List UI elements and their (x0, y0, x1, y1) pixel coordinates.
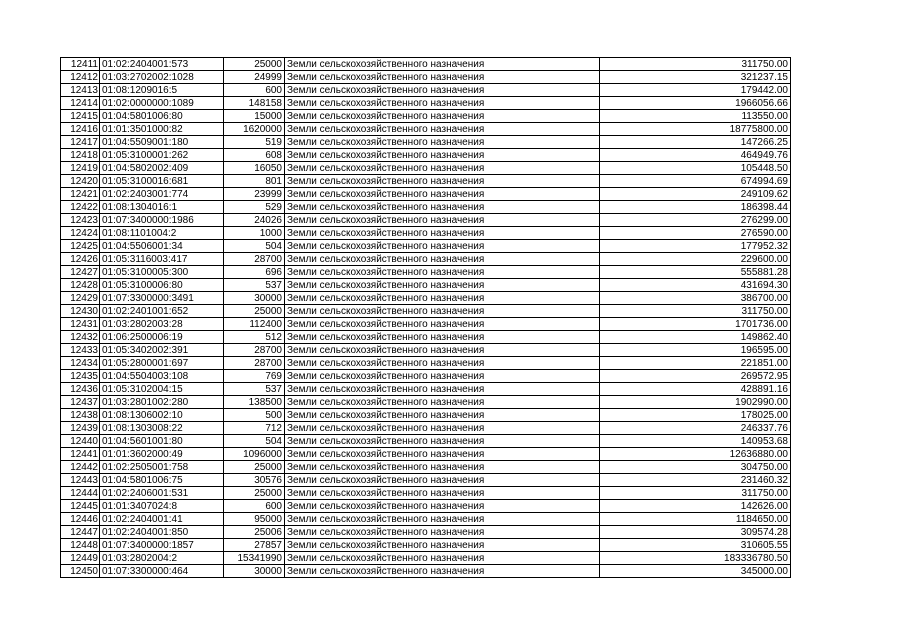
row-number-cell: 12443 (61, 474, 100, 487)
cadastral-number-cell: 01:02:2401001:652 (100, 305, 224, 318)
cadastral-number-cell: 01:07:3300000:464 (100, 565, 224, 578)
row-number-cell: 12428 (61, 279, 100, 292)
area-cell: 25006 (224, 526, 285, 539)
table-row (61, 344, 791, 357)
cadastral-number-cell: 01:04:5601001:80 (100, 435, 224, 448)
land-category-cell: Земли сельскохозяйственного назначения (285, 487, 600, 500)
cadastral-value-cell: 310605.55 (600, 539, 791, 552)
area-cell: 801 (224, 175, 285, 188)
cadastral-number-cell: 01:07:3300000:3491 (100, 292, 224, 305)
cadastral-number-cell: 01:03:2702002:1028 (100, 71, 224, 84)
row-number-cell: 12435 (61, 370, 100, 383)
cadastral-number-cell: 01:07:3400000:1986 (100, 214, 224, 227)
area-cell: 529 (224, 201, 285, 214)
cadastral-number-cell: 01:02:2403001:774 (100, 188, 224, 201)
land-category-cell: Земли сельскохозяйственного назначения (285, 227, 600, 240)
cadastral-number-cell: 01:02:2404001:41 (100, 513, 224, 526)
land-category-cell: Земли сельскохозяйственного назначения (285, 136, 600, 149)
land-category-cell: Земли сельскохозяйственного назначения (285, 474, 600, 487)
table-row (61, 214, 791, 227)
cadastral-number-cell: 01:04:5802002:409 (100, 162, 224, 175)
row-number-cell: 12448 (61, 539, 100, 552)
row-number-cell: 12429 (61, 292, 100, 305)
area-cell: 112400 (224, 318, 285, 331)
table-row (61, 305, 791, 318)
row-number-cell: 12444 (61, 487, 100, 500)
table-row (61, 331, 791, 344)
table-row (61, 526, 791, 539)
land-category-cell: Земли сельскохозяйственного назначения (285, 201, 600, 214)
cadastral-value-cell: 311750.00 (600, 305, 791, 318)
cadastral-number-cell: 01:08:1303008:22 (100, 422, 224, 435)
area-cell: 1096000 (224, 448, 285, 461)
land-category-cell: Земли сельскохозяйственного назначения (285, 344, 600, 357)
table-row (61, 396, 791, 409)
area-cell: 600 (224, 500, 285, 513)
area-cell: 138500 (224, 396, 285, 409)
cadastral-number-cell: 01:03:2801002:280 (100, 396, 224, 409)
land-category-cell: Земли сельскохозяйственного назначения (285, 97, 600, 110)
land-category-cell: Земли сельскохозяйственного назначения (285, 513, 600, 526)
land-category-cell: Земли сельскохозяйственного назначения (285, 110, 600, 123)
cadastral-value-cell: 177952.32 (600, 240, 791, 253)
table-row (61, 318, 791, 331)
cadastral-number-cell: 01:03:2802004:2 (100, 552, 224, 565)
cadastral-number-cell: 01:08:1304016:1 (100, 201, 224, 214)
cadastral-number-cell: 01:05:2800001:697 (100, 357, 224, 370)
land-category-cell: Земли сельскохозяйственного назначения (285, 396, 600, 409)
table-row (61, 58, 791, 71)
land-category-cell: Земли сельскохозяйственного назначения (285, 331, 600, 344)
row-number-cell: 12418 (61, 149, 100, 162)
area-cell: 1620000 (224, 123, 285, 136)
land-category-cell: Земли сельскохозяйственного назначения (285, 214, 600, 227)
cadastral-number-cell: 01:05:3100016:681 (100, 175, 224, 188)
area-cell: 504 (224, 240, 285, 253)
cadastral-value-cell: 178025.00 (600, 409, 791, 422)
cadastral-number-cell: 01:04:5506001:34 (100, 240, 224, 253)
table-row (61, 253, 791, 266)
cadastral-value-cell: 321237.15 (600, 71, 791, 84)
land-category-cell: Земли сельскохозяйственного назначения (285, 149, 600, 162)
cadastral-value-cell: 18775800.00 (600, 123, 791, 136)
land-category-cell: Земли сельскохозяйственного назначения (285, 409, 600, 422)
table-row (61, 71, 791, 84)
area-cell: 25000 (224, 487, 285, 500)
land-category-cell: Земли сельскохозяйственного назначения (285, 461, 600, 474)
land-category-cell: Земли сельскохозяйственного назначения (285, 162, 600, 175)
table-row (61, 435, 791, 448)
area-cell: 95000 (224, 513, 285, 526)
cadastral-value-cell: 196595.00 (600, 344, 791, 357)
table-row (61, 422, 791, 435)
area-cell: 28700 (224, 253, 285, 266)
area-cell: 769 (224, 370, 285, 383)
cadastral-number-cell: 01:02:2406001:531 (100, 487, 224, 500)
table-row (61, 552, 791, 565)
cadastral-number-cell: 01:03:2802003:28 (100, 318, 224, 331)
cadastral-value-cell: 345000.00 (600, 565, 791, 578)
cadastral-number-cell: 01:05:3102004:15 (100, 383, 224, 396)
table-row (61, 448, 791, 461)
land-category-cell: Земли сельскохозяйственного назначения (285, 84, 600, 97)
land-category-cell: Земли сельскохозяйственного назначения (285, 422, 600, 435)
cadastral-value-cell: 149862.40 (600, 331, 791, 344)
table-row (61, 357, 791, 370)
cadastral-number-cell: 01:04:5801006:75 (100, 474, 224, 487)
row-number-cell: 12449 (61, 552, 100, 565)
row-number-cell: 12438 (61, 409, 100, 422)
area-cell: 519 (224, 136, 285, 149)
cadastral-value-cell: 555881.28 (600, 266, 791, 279)
cadastral-value-table (60, 57, 791, 578)
area-cell: 712 (224, 422, 285, 435)
row-number-cell: 12434 (61, 357, 100, 370)
cadastral-number-cell: 01:07:3400000:1857 (100, 539, 224, 552)
cadastral-value-cell: 276299.00 (600, 214, 791, 227)
row-number-cell: 12426 (61, 253, 100, 266)
cadastral-number-cell: 01:05:3100001:262 (100, 149, 224, 162)
table-row (61, 565, 791, 578)
cadastral-number-cell: 01:02:2505001:758 (100, 461, 224, 474)
row-number-cell: 12446 (61, 513, 100, 526)
land-category-cell: Земли сельскохозяйственного назначения (285, 435, 600, 448)
row-number-cell: 12422 (61, 201, 100, 214)
area-cell: 25000 (224, 305, 285, 318)
land-category-cell: Земли сельскохозяйственного назначения (285, 279, 600, 292)
cadastral-value-cell: 140953.68 (600, 435, 791, 448)
table-row (61, 136, 791, 149)
cadastral-value-cell: 113550.00 (600, 110, 791, 123)
area-cell: 537 (224, 279, 285, 292)
cadastral-number-cell: 01:04:5509001:180 (100, 136, 224, 149)
cadastral-value-cell: 183336780.50 (600, 552, 791, 565)
table-row (61, 539, 791, 552)
table-row (61, 383, 791, 396)
table-row (61, 84, 791, 97)
cadastral-value-cell: 431694.30 (600, 279, 791, 292)
cadastral-value-cell: 246337.76 (600, 422, 791, 435)
cadastral-number-cell: 01:05:3402002:391 (100, 344, 224, 357)
cadastral-value-cell: 105448.50 (600, 162, 791, 175)
table-row (61, 266, 791, 279)
row-number-cell: 12419 (61, 162, 100, 175)
table-row (61, 279, 791, 292)
cadastral-value-cell: 229600.00 (600, 253, 791, 266)
cadastral-value-cell: 464949.76 (600, 149, 791, 162)
land-category-cell: Земли сельскохозяйственного назначения (285, 58, 600, 71)
cadastral-value-cell: 311750.00 (600, 487, 791, 500)
land-category-cell: Земли сельскохозяйственного назначения (285, 370, 600, 383)
table-body (61, 58, 791, 578)
row-number-cell: 12442 (61, 461, 100, 474)
area-cell: 25000 (224, 58, 285, 71)
cadastral-value-cell: 1966056.66 (600, 97, 791, 110)
row-number-cell: 12414 (61, 97, 100, 110)
area-cell: 23999 (224, 188, 285, 201)
table-row (61, 240, 791, 253)
cadastral-number-cell: 01:06:2500006:19 (100, 331, 224, 344)
land-category-cell: Земли сельскохозяйственного назначения (285, 565, 600, 578)
row-number-cell: 12450 (61, 565, 100, 578)
area-cell: 30576 (224, 474, 285, 487)
land-category-cell: Земли сельскохозяйственного назначения (285, 123, 600, 136)
cadastral-value-cell: 249109.62 (600, 188, 791, 201)
cadastral-number-cell: 01:05:3100006:80 (100, 279, 224, 292)
area-cell: 148158 (224, 97, 285, 110)
cadastral-number-cell: 01:08:1209016:5 (100, 84, 224, 97)
table-row (61, 162, 791, 175)
table-row (61, 500, 791, 513)
table-row (61, 188, 791, 201)
area-cell: 504 (224, 435, 285, 448)
land-category-cell: Земли сельскохозяйственного назначения (285, 240, 600, 253)
cadastral-value-cell: 428891.16 (600, 383, 791, 396)
area-cell: 15341990 (224, 552, 285, 565)
area-cell: 24999 (224, 71, 285, 84)
land-category-cell: Земли сельскохозяйственного назначения (285, 266, 600, 279)
cadastral-number-cell: 01:05:3116003:417 (100, 253, 224, 266)
cadastral-value-cell: 179442.00 (600, 84, 791, 97)
cadastral-number-cell: 01:05:3100005:300 (100, 266, 224, 279)
row-number-cell: 12423 (61, 214, 100, 227)
cadastral-value-cell: 269572.95 (600, 370, 791, 383)
land-category-cell: Земли сельскохозяйственного назначения (285, 318, 600, 331)
land-category-cell: Земли сельскохозяйственного назначения (285, 539, 600, 552)
area-cell: 500 (224, 409, 285, 422)
land-category-cell: Земли сельскохозяйственного назначения (285, 71, 600, 84)
area-cell: 25000 (224, 461, 285, 474)
table-row (61, 149, 791, 162)
cadastral-value-cell: 231460.32 (600, 474, 791, 487)
cadastral-value-cell: 386700.00 (600, 292, 791, 305)
area-cell: 27857 (224, 539, 285, 552)
row-number-cell: 12440 (61, 435, 100, 448)
row-number-cell: 12441 (61, 448, 100, 461)
table-row (61, 513, 791, 526)
row-number-cell: 12425 (61, 240, 100, 253)
table-row (61, 292, 791, 305)
cadastral-value-cell: 147266.25 (600, 136, 791, 149)
cadastral-number-cell: 01:01:3407024:8 (100, 500, 224, 513)
table-row (61, 110, 791, 123)
land-category-cell: Земли сельскохозяйственного назначения (285, 292, 600, 305)
area-cell: 537 (224, 383, 285, 396)
cadastral-number-cell: 01:08:1306002:10 (100, 409, 224, 422)
cadastral-value-cell: 186398.44 (600, 201, 791, 214)
area-cell: 30000 (224, 565, 285, 578)
cadastral-value-cell: 674994.69 (600, 175, 791, 188)
table-row (61, 461, 791, 474)
cadastral-number-cell: 01:01:3602000:49 (100, 448, 224, 461)
row-number-cell: 12411 (61, 58, 100, 71)
land-category-cell: Земли сельскохозяйственного назначения (285, 526, 600, 539)
cadastral-value-cell: 221851.00 (600, 357, 791, 370)
area-cell: 512 (224, 331, 285, 344)
row-number-cell: 12432 (61, 331, 100, 344)
row-number-cell: 12445 (61, 500, 100, 513)
cadastral-value-cell: 1184650.00 (600, 513, 791, 526)
row-number-cell: 12424 (61, 227, 100, 240)
area-cell: 28700 (224, 357, 285, 370)
table-row (61, 201, 791, 214)
row-number-cell: 12436 (61, 383, 100, 396)
table-row (61, 175, 791, 188)
row-number-cell: 12430 (61, 305, 100, 318)
row-number-cell: 12427 (61, 266, 100, 279)
area-cell: 30000 (224, 292, 285, 305)
table-row (61, 370, 791, 383)
cadastral-number-cell: 01:01:3501000:82 (100, 123, 224, 136)
table-row (61, 227, 791, 240)
land-category-cell: Земли сельскохозяйственного назначения (285, 448, 600, 461)
row-number-cell: 12417 (61, 136, 100, 149)
land-category-cell: Земли сельскохозяйственного назначения (285, 552, 600, 565)
cadastral-number-cell: 01:02:0000000:1089 (100, 97, 224, 110)
row-number-cell: 12420 (61, 175, 100, 188)
land-category-cell: Земли сельскохозяйственного назначения (285, 253, 600, 266)
cadastral-value-cell: 1701736.00 (600, 318, 791, 331)
table-row (61, 97, 791, 110)
cadastral-number-cell: 01:04:5504003:108 (100, 370, 224, 383)
area-cell: 15000 (224, 110, 285, 123)
row-number-cell: 12412 (61, 71, 100, 84)
table-row (61, 409, 791, 422)
area-cell: 24026 (224, 214, 285, 227)
row-number-cell: 12439 (61, 422, 100, 435)
row-number-cell: 12433 (61, 344, 100, 357)
area-cell: 608 (224, 149, 285, 162)
table-row (61, 487, 791, 500)
area-cell: 1000 (224, 227, 285, 240)
land-category-cell: Земли сельскохозяйственного назначения (285, 188, 600, 201)
cadastral-value-cell: 1902990.00 (600, 396, 791, 409)
cadastral-value-cell: 311750.00 (600, 58, 791, 71)
cadastral-value-cell: 276590.00 (600, 227, 791, 240)
cadastral-number-cell: 01:02:2404001:850 (100, 526, 224, 539)
table-row (61, 123, 791, 136)
land-category-cell: Земли сельскохозяйственного назначения (285, 175, 600, 188)
land-category-cell: Земли сельскохозяйственного назначения (285, 383, 600, 396)
cadastral-number-cell: 01:02:2404001:573 (100, 58, 224, 71)
land-category-cell: Земли сельскохозяйственного назначения (285, 305, 600, 318)
cadastral-number-cell: 01:04:5801006:80 (100, 110, 224, 123)
area-cell: 28700 (224, 344, 285, 357)
area-cell: 16050 (224, 162, 285, 175)
row-number-cell: 12431 (61, 318, 100, 331)
row-number-cell: 12447 (61, 526, 100, 539)
cadastral-value-cell: 12636880.00 (600, 448, 791, 461)
row-number-cell: 12437 (61, 396, 100, 409)
land-category-cell: Земли сельскохозяйственного назначения (285, 500, 600, 513)
row-number-cell: 12416 (61, 123, 100, 136)
land-category-cell: Земли сельскохозяйственного назначения (285, 357, 600, 370)
row-number-cell: 12413 (61, 84, 100, 97)
cadastral-number-cell: 01:08:1101004:2 (100, 227, 224, 240)
area-cell: 600 (224, 84, 285, 97)
cadastral-value-cell: 304750.00 (600, 461, 791, 474)
cadastral-value-cell: 142626.00 (600, 500, 791, 513)
row-number-cell: 12421 (61, 188, 100, 201)
cadastral-value-cell: 309574.28 (600, 526, 791, 539)
area-cell: 696 (224, 266, 285, 279)
row-number-cell: 12415 (61, 110, 100, 123)
table-row (61, 474, 791, 487)
